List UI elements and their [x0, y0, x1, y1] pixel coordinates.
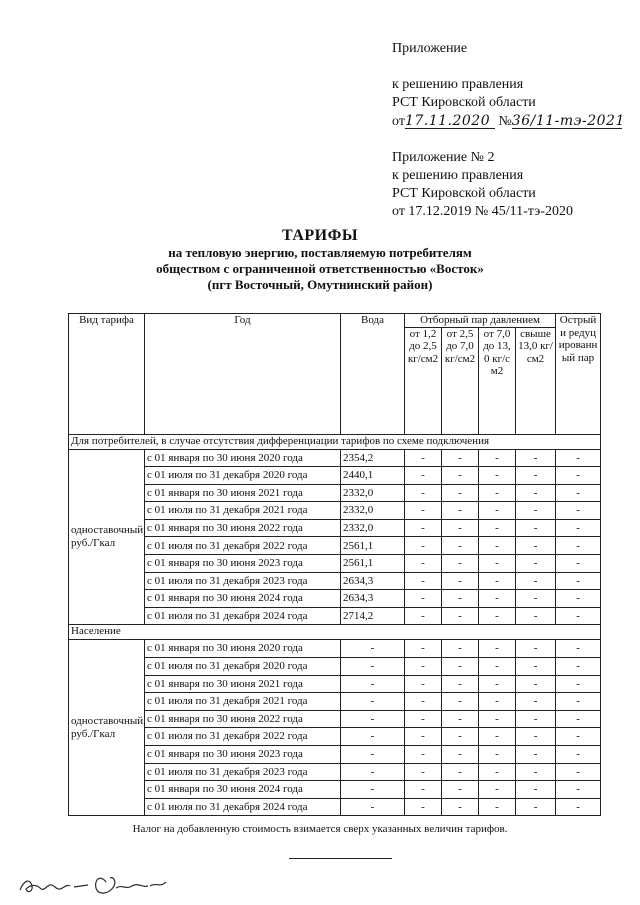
period-cell: с 01 июля по 31 декабря 2024 года	[145, 607, 341, 625]
dash-cell: -	[442, 555, 479, 573]
period-cell: с 01 июля по 31 декабря 2020 года	[145, 658, 341, 676]
appendix-no: №	[498, 114, 512, 129]
dash-cell: -	[556, 555, 601, 573]
dash-cell: -	[516, 710, 556, 728]
period-cell: с 01 июля по 31 декабря 2022 года	[145, 728, 341, 746]
dash-cell: -	[442, 658, 479, 676]
dash-cell: -	[405, 590, 442, 608]
dash-cell: -	[516, 555, 556, 573]
dash-cell: -	[405, 798, 442, 816]
table-row	[69, 572, 601, 590]
dash-cell: -	[556, 693, 601, 711]
signature-line	[289, 858, 392, 859]
table-row	[69, 781, 601, 799]
appendix2-authority: РСТ Кировской области	[392, 186, 536, 201]
general-tariff-kind: одноставочный, руб./Гкал	[69, 449, 145, 625]
dash-cell: -	[479, 449, 516, 467]
table-row	[69, 555, 601, 573]
dash-cell: -	[442, 467, 479, 485]
header-sharp-steam: Острый и редуцированный пар	[556, 314, 601, 435]
header-pressure-1: от 1,2 до 2,5 кг/см2	[405, 327, 442, 434]
dash-cell: -	[516, 798, 556, 816]
period-cell: с 01 января по 30 июня 2020 года	[145, 640, 341, 658]
appendix-block	[392, 40, 625, 221]
water-value-cell: -	[341, 781, 405, 799]
dash-cell: -	[516, 449, 556, 467]
dash-cell: -	[405, 675, 442, 693]
dash-cell: -	[479, 798, 516, 816]
table-row	[69, 449, 601, 467]
vat-note: Налог на добавленную стоимость взимается сверх указанных величин тарифов.	[132, 823, 508, 835]
dash-cell: -	[556, 728, 601, 746]
section-general-consumers-row	[69, 434, 601, 449]
period-cell: с 01 января по 30 июня 2024 года	[145, 590, 341, 608]
dash-cell: -	[442, 728, 479, 746]
appendix-from: от	[392, 114, 405, 129]
dash-cell: -	[442, 449, 479, 467]
dash-cell: -	[442, 746, 479, 764]
appendix2-decision: к решению правления	[392, 168, 524, 183]
dash-cell: -	[479, 746, 516, 764]
dash-cell: -	[516, 502, 556, 520]
period-cell: с 01 января по 30 июня 2022 года	[145, 519, 341, 537]
dash-cell: -	[516, 763, 556, 781]
dash-cell: -	[405, 640, 442, 658]
document-subtitle-3: (пгт Восточный, Омутнинский район)	[207, 277, 433, 292]
dash-cell: -	[556, 675, 601, 693]
dash-cell: -	[516, 572, 556, 590]
dash-cell: -	[405, 746, 442, 764]
period-cell: с 01 января по 30 июня 2022 года	[145, 710, 341, 728]
dash-cell: -	[479, 519, 516, 537]
dash-cell: -	[405, 502, 442, 520]
dash-cell: -	[405, 467, 442, 485]
tariff-table-body	[69, 434, 601, 816]
dash-cell: -	[556, 781, 601, 799]
water-value-cell: 2634,3	[341, 572, 405, 590]
appendix2-date-number: от 17.12.2019 № 45/11-тэ-2020	[392, 204, 573, 219]
dash-cell: -	[479, 781, 516, 799]
header-pressure-3: от 7,0 до 13,0 кг/см2	[479, 327, 516, 434]
dash-cell: -	[442, 484, 479, 502]
period-cell: с 01 января по 30 июня 2023 года	[145, 555, 341, 573]
water-value-cell: 2440,1	[341, 467, 405, 485]
dash-cell: -	[479, 675, 516, 693]
water-value-cell: 2561,1	[341, 537, 405, 555]
water-value-cell: 2714,2	[341, 607, 405, 625]
header-kind: Вид тарифа	[69, 314, 145, 435]
water-value-cell: -	[341, 798, 405, 816]
section-population-row	[69, 625, 601, 640]
dash-cell: -	[442, 519, 479, 537]
period-cell: с 01 июля по 31 декабря 2022 года	[145, 537, 341, 555]
table-row	[69, 693, 601, 711]
dash-cell: -	[405, 449, 442, 467]
dash-cell: -	[405, 728, 442, 746]
dash-cell: -	[479, 590, 516, 608]
dash-cell: -	[556, 763, 601, 781]
dash-cell: -	[516, 467, 556, 485]
water-value-cell: 2634,3	[341, 590, 405, 608]
dash-cell: -	[405, 781, 442, 799]
water-value-cell: 2354,2	[341, 449, 405, 467]
table-row	[69, 467, 601, 485]
dash-cell: -	[516, 658, 556, 676]
appendix-authority: РСТ Кировской области	[392, 95, 536, 110]
dash-cell: -	[556, 746, 601, 764]
appendix-date-number	[392, 112, 625, 131]
water-value-cell: -	[341, 728, 405, 746]
dash-cell: -	[405, 693, 442, 711]
header-steam: Отборный пар давлением	[405, 314, 556, 328]
water-value-cell: -	[341, 710, 405, 728]
water-value-cell: 2332,0	[341, 502, 405, 520]
document-title: ТАРИФЫ	[281, 227, 359, 244]
dash-cell: -	[442, 763, 479, 781]
dash-cell: -	[516, 590, 556, 608]
handwritten-number: 36/11-тэ-2021	[511, 113, 625, 129]
water-value-cell: -	[341, 675, 405, 693]
dash-cell: -	[556, 502, 601, 520]
dash-cell: -	[442, 537, 479, 555]
table-row	[69, 484, 601, 502]
water-value-cell: 2332,0	[341, 519, 405, 537]
dash-cell: -	[556, 798, 601, 816]
dash-cell: -	[442, 710, 479, 728]
dash-cell: -	[556, 484, 601, 502]
header-pressure-2: от 2,5 до 7,0 кг/см2	[442, 327, 479, 434]
dash-cell: -	[479, 658, 516, 676]
period-cell: с 01 июля по 31 декабря 2023 года	[145, 763, 341, 781]
water-value-cell: -	[341, 746, 405, 764]
handwritten-signature	[10, 858, 190, 902]
dash-cell: -	[516, 728, 556, 746]
dash-cell: -	[516, 537, 556, 555]
period-cell: с 01 января по 30 июня 2021 года	[145, 675, 341, 693]
dash-cell: -	[479, 763, 516, 781]
dash-cell: -	[479, 555, 516, 573]
period-cell: с 01 июля по 31 декабря 2024 года	[145, 798, 341, 816]
table-row	[69, 746, 601, 764]
dash-cell: -	[516, 519, 556, 537]
period-cell: с 01 июля по 31 декабря 2023 года	[145, 572, 341, 590]
appendix-title: Приложение	[392, 41, 468, 56]
dash-cell: -	[556, 658, 601, 676]
dash-cell: -	[405, 537, 442, 555]
header-pressure-4: свыше 13,0 кг/см2	[516, 327, 556, 434]
dash-cell: -	[479, 640, 516, 658]
dash-cell: -	[405, 572, 442, 590]
dash-cell: -	[479, 484, 516, 502]
table-row	[69, 710, 601, 728]
table-row	[69, 590, 601, 608]
dash-cell: -	[442, 572, 479, 590]
dash-cell: -	[442, 781, 479, 799]
section-general-consumers: Для потребителей, в случае отсутствия дифференциации тарифов по схеме подключения	[69, 434, 601, 449]
dash-cell: -	[556, 572, 601, 590]
header-water: Вода	[341, 314, 405, 435]
table-row	[69, 763, 601, 781]
water-value-cell: -	[341, 640, 405, 658]
dash-cell: -	[516, 781, 556, 799]
period-cell: с 01 января по 30 июня 2023 года	[145, 746, 341, 764]
water-value-cell: 2561,1	[341, 555, 405, 573]
table-row	[69, 519, 601, 537]
dash-cell: -	[442, 798, 479, 816]
table-row	[69, 658, 601, 676]
dash-cell: -	[405, 658, 442, 676]
dash-cell: -	[556, 449, 601, 467]
dash-cell: -	[442, 693, 479, 711]
table-row	[69, 537, 601, 555]
period-cell: с 01 июля по 31 декабря 2021 года	[145, 693, 341, 711]
dash-cell: -	[479, 710, 516, 728]
section-population: Население	[69, 625, 601, 640]
dash-cell: -	[479, 502, 516, 520]
dash-cell: -	[556, 607, 601, 625]
header-year: Год	[145, 314, 341, 435]
dash-cell: -	[479, 728, 516, 746]
dash-cell: -	[479, 467, 516, 485]
water-value-cell: -	[341, 693, 405, 711]
dash-cell: -	[479, 607, 516, 625]
dash-cell: -	[516, 640, 556, 658]
table-row	[69, 502, 601, 520]
dash-cell: -	[516, 675, 556, 693]
dash-cell: -	[405, 607, 442, 625]
table-row	[69, 675, 601, 693]
dash-cell: -	[442, 590, 479, 608]
dash-cell: -	[556, 519, 601, 537]
table-row	[69, 798, 601, 816]
period-cell: с 01 января по 30 июня 2024 года	[145, 781, 341, 799]
table-row	[69, 607, 601, 625]
dash-cell: -	[405, 763, 442, 781]
dash-cell: -	[479, 693, 516, 711]
water-value-cell: -	[341, 763, 405, 781]
document-subtitle-1: на тепловую энергию, поставляемую потребителям	[168, 245, 472, 260]
dash-cell: -	[405, 519, 442, 537]
appendix2-title: Приложение № 2	[392, 150, 495, 165]
dash-cell: -	[516, 746, 556, 764]
dash-cell: -	[442, 502, 479, 520]
handwritten-date: 17.11.2020	[405, 112, 495, 130]
dash-cell: -	[556, 590, 601, 608]
dash-cell: -	[556, 467, 601, 485]
period-cell: с 01 июля по 31 декабря 2020 года	[145, 467, 341, 485]
table-row	[69, 640, 601, 658]
dash-cell: -	[405, 710, 442, 728]
dash-cell: -	[442, 675, 479, 693]
period-cell: с 01 января по 30 июня 2020 года	[145, 449, 341, 467]
dash-cell: -	[516, 693, 556, 711]
dash-cell: -	[479, 572, 516, 590]
dash-cell: -	[405, 484, 442, 502]
period-cell: с 01 января по 30 июня 2021 года	[145, 484, 341, 502]
population-tariff-kind: одноставочный, руб./Гкал	[69, 640, 145, 816]
period-cell: с 01 июля по 31 декабря 2021 года	[145, 502, 341, 520]
dash-cell: -	[556, 537, 601, 555]
document-subtitle-2: обществом с ограниченной ответственностью «Восток»	[156, 261, 484, 276]
dash-cell: -	[516, 607, 556, 625]
table-row	[69, 728, 601, 746]
water-value-cell: 2332,0	[341, 484, 405, 502]
water-value-cell: -	[341, 658, 405, 676]
document-title-block	[0, 226, 640, 293]
dash-cell: -	[556, 710, 601, 728]
dash-cell: -	[405, 555, 442, 573]
dash-cell: -	[479, 537, 516, 555]
tariff-table	[68, 313, 601, 816]
appendix-decision: к решению правления	[392, 77, 524, 92]
dash-cell: -	[442, 607, 479, 625]
dash-cell: -	[442, 640, 479, 658]
dash-cell: -	[516, 484, 556, 502]
dash-cell: -	[556, 640, 601, 658]
